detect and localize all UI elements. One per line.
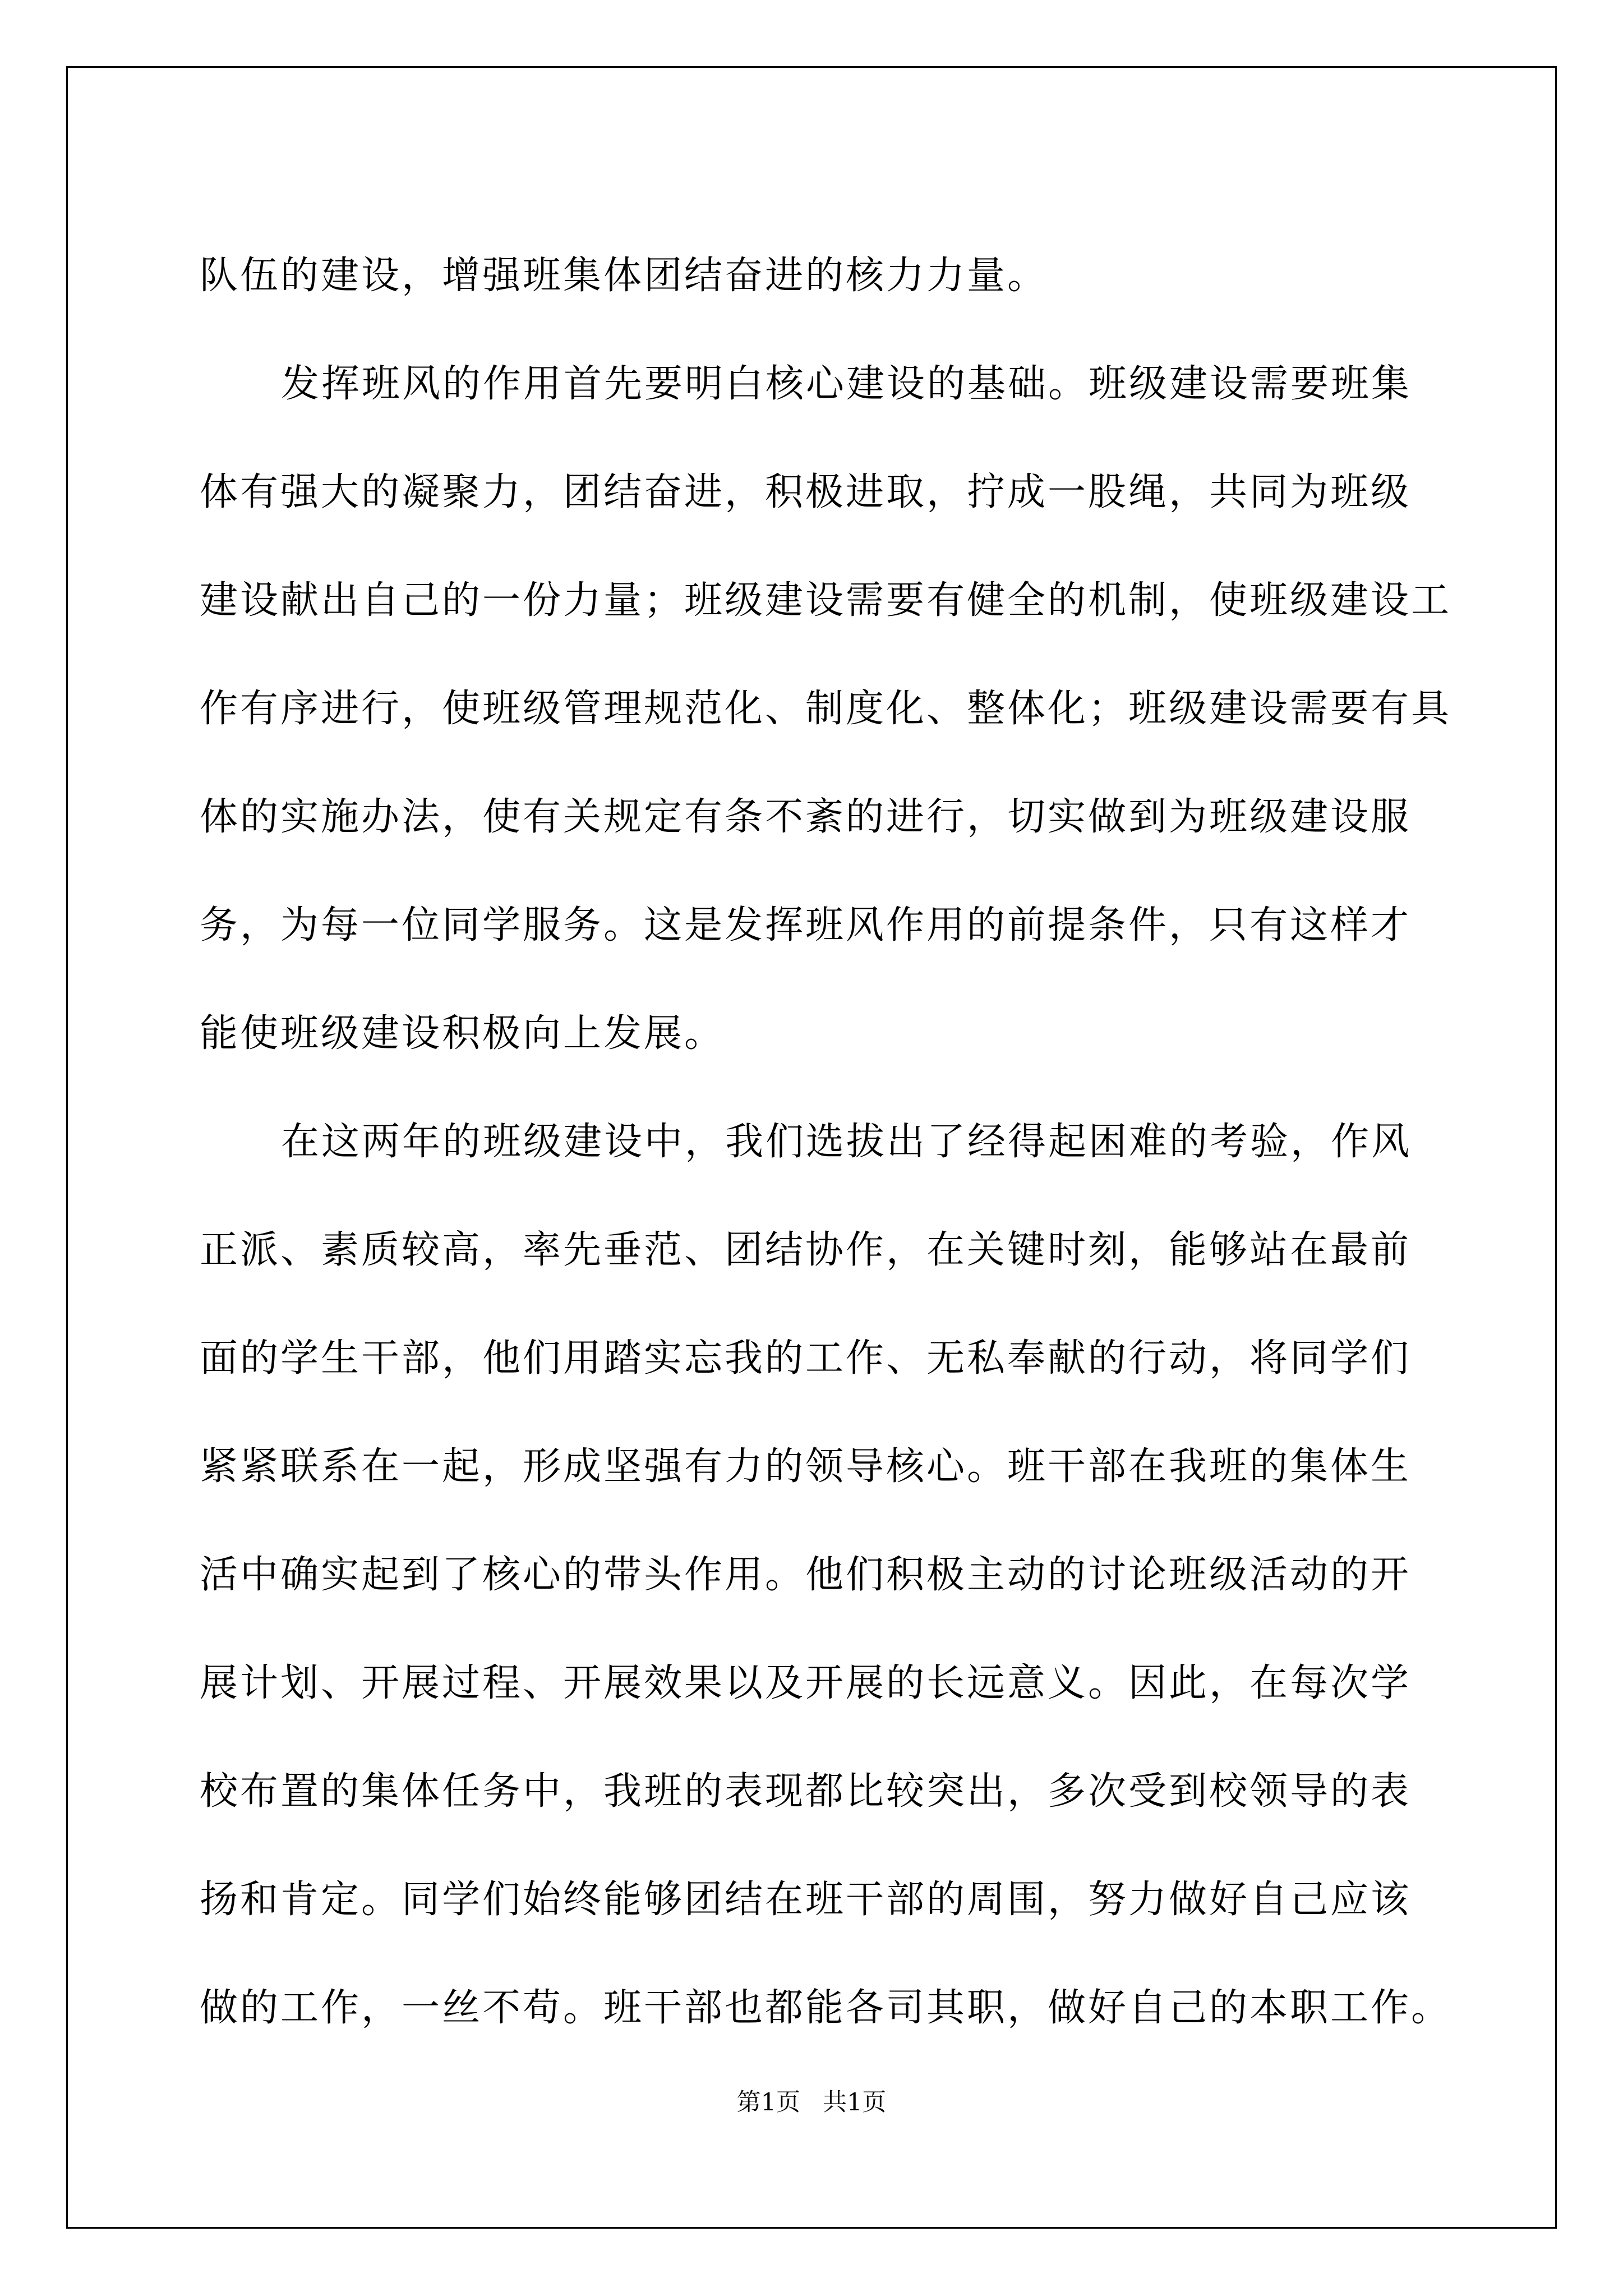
page-number: 第1页 — [736, 2088, 800, 2116]
page-total: 共1页 — [823, 2088, 887, 2116]
text-line: 建设献出自己的一份力量；班级建设需要有健全的机制，使班级建设工 — [200, 578, 1452, 623]
text-line: 体有强大的凝聚力，团结奋进，积极进取，拧成一股绳，共同为班级 — [200, 470, 1412, 514]
paragraph-start-line: 发挥班风的作用首先要明白核心建设的基础。班级建设需要班集 — [281, 362, 1412, 406]
text-line: 做的工作，一丝不苟。班干部也都能各司其职，做好自己的本职工作。 — [200, 1986, 1452, 2030]
text-line: 扬和肯定。同学们始终能够团结在班干部的周围，努力做好自己应该 — [200, 1878, 1412, 1922]
paragraph-start-line: 在这两年的班级建设中，我们选拔出了经得起困难的考验，作风 — [281, 1120, 1412, 1164]
page-footer — [0, 2086, 1623, 2119]
text-line: 队伍的建设，增强班集体团结奋进的核力力量。 — [200, 254, 1048, 298]
document-body — [200, 222, 1452, 2062]
text-line: 正派、素质较高，率先垂范、团结协作，在关键时刻，能够站在最前 — [200, 1228, 1412, 1272]
text-line: 作有序进行，使班级管理规范化、制度化、整体化；班级建设需要有具 — [200, 687, 1452, 731]
text-line: 紧紧联系在一起，形成坚强有力的领导核心。班干部在我班的集体生 — [200, 1444, 1412, 1489]
text-line: 面的学生干部，他们用踏实忘我的工作、无私奉献的行动，将同学们 — [200, 1336, 1412, 1381]
text-line: 务，为每一位同学服务。这是发挥班风作用的前提条件，只有这样才 — [200, 903, 1412, 947]
text-line: 展计划、开展过程、开展效果以及开展的长远意义。因此，在每次学 — [200, 1661, 1412, 1705]
text-line: 能使班级建设积极向上发展。 — [200, 1011, 725, 1056]
text-line: 校布置的集体任务中，我班的表现都比较突出，多次受到校领导的表 — [200, 1769, 1412, 1814]
text-line: 体的实施办法，使有关规定有条不紊的进行，切实做到为班级建设服 — [200, 795, 1412, 839]
text-line: 活中确实起到了核心的带头作用。他们积极主动的讨论班级活动的开 — [200, 1553, 1412, 1597]
